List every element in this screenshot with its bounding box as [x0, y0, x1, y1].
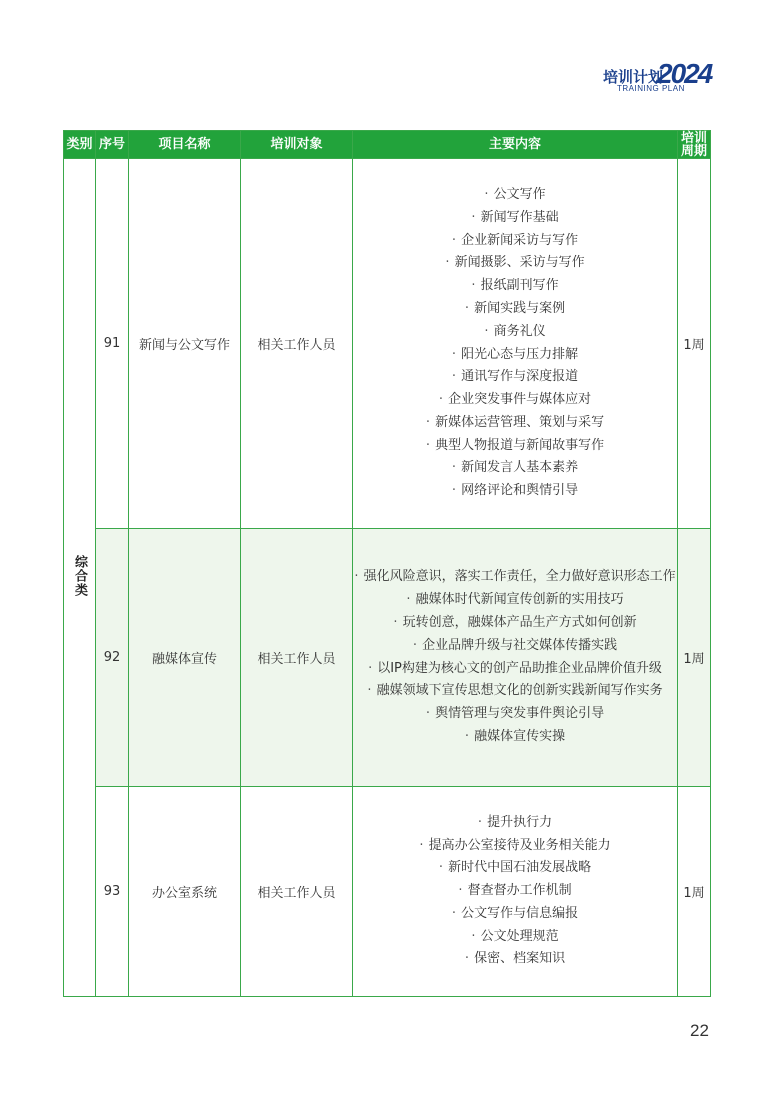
- content-item: [353, 857, 677, 880]
- bullet-dot: ·: [445, 255, 450, 271]
- bullet-dot: ·: [425, 706, 431, 722]
- bullet-dot: ·: [477, 814, 483, 830]
- content-item-text: 公文写作: [493, 186, 546, 202]
- header-category: 类别: [64, 131, 96, 159]
- content-item-text: 督查督办工作机制: [467, 883, 572, 899]
- bullet-dot: ·: [393, 614, 398, 630]
- row-no: 92: [96, 529, 129, 787]
- content-item: [353, 835, 677, 858]
- bullet-dot: ·: [412, 637, 418, 653]
- content-item: [353, 589, 677, 612]
- bullet-dot: ·: [438, 860, 444, 876]
- row-target: 相关工作人员: [241, 529, 353, 787]
- content-item: [353, 298, 677, 321]
- content-item: [353, 207, 677, 230]
- bullet-dot: ·: [471, 209, 476, 225]
- row-name: 融媒体宣传: [129, 529, 241, 787]
- content-item-text: 融媒体时代新闻宣传创新的实用技巧: [415, 592, 624, 608]
- content-item-text: 公文处理规范: [480, 928, 559, 944]
- content-item: [353, 726, 677, 749]
- bullet-dot: ·: [354, 569, 359, 585]
- training-plan-logo: [603, 60, 713, 96]
- header-content: 主要内容: [353, 131, 678, 159]
- content-item: [353, 252, 677, 275]
- content-item: [353, 566, 677, 589]
- content-item-text: 通讯写作与深度报道: [461, 369, 579, 385]
- content-item: [353, 880, 677, 903]
- bullet-dot: ·: [419, 837, 424, 853]
- bullet-dot: ·: [471, 278, 476, 294]
- content-item-text: 以IP构建为核心文的创产品助推企业品牌价值升级: [377, 660, 662, 676]
- bullet-dot: ·: [464, 728, 470, 744]
- content-item: [353, 457, 677, 480]
- content-list: [353, 566, 677, 748]
- bullet-dot: ·: [464, 300, 470, 316]
- table-row: [64, 787, 711, 997]
- content-item: [353, 412, 677, 435]
- row-period: 1周: [678, 529, 711, 787]
- bullet-dot: ·: [451, 483, 457, 499]
- bullet-dot: ·: [451, 460, 457, 476]
- bullet-dot: ·: [451, 369, 457, 385]
- content-item-text: 融媒体宣传实操: [474, 728, 566, 744]
- content-item-text: 提升执行力: [487, 814, 553, 830]
- bullet-dot: ·: [451, 905, 457, 921]
- content-item-text: 新媒体运营管理、策划与采写: [435, 414, 605, 430]
- content-item-text: 新时代中国石油发展战略: [448, 860, 592, 876]
- logo-year: 2024: [657, 58, 712, 89]
- bullet-dot: ·: [425, 437, 431, 453]
- content-list: [353, 184, 677, 503]
- content-item: [353, 230, 677, 253]
- content-item-text: 强化风险意识，落实工作责任，全力做好意识形态工作: [363, 569, 676, 585]
- header-period: 培训周期: [678, 131, 711, 159]
- content-item: [353, 703, 677, 726]
- content-item: [353, 435, 677, 458]
- row-content: [353, 529, 678, 787]
- logo-title-cn: 培训计划: [603, 68, 664, 86]
- bullet-dot: ·: [484, 323, 489, 339]
- bullet-dot: ·: [368, 660, 373, 676]
- content-item-text: 玩转创意，融媒体产品生产方式如何创新: [402, 614, 637, 630]
- row-target: 相关工作人员: [241, 787, 353, 997]
- content-item: [353, 680, 677, 703]
- content-item-text: 典型人物报道与新闻故事写作: [435, 437, 605, 453]
- row-target: 相关工作人员: [241, 159, 353, 529]
- content-item: [353, 812, 677, 835]
- bullet-dot: ·: [451, 346, 457, 362]
- table-row: [64, 159, 711, 529]
- header-name: 项目名称: [129, 131, 241, 159]
- category-cell: [64, 159, 96, 997]
- content-item: [353, 612, 677, 635]
- content-item: [353, 184, 677, 207]
- content-item: [353, 480, 677, 503]
- content-item-text: 舆情管理与突发事件舆论引导: [435, 706, 605, 722]
- content-item-text: 企业品牌升级与社交媒体传播实践: [422, 637, 618, 653]
- content-item: [353, 948, 677, 971]
- content-item-text: 新闻写作基础: [480, 209, 559, 225]
- content-item-text: 新闻发言人基本素养: [461, 460, 579, 476]
- category-label: 综合类: [72, 554, 87, 597]
- bullet-dot: ·: [471, 928, 476, 944]
- page-number: 22: [690, 1021, 709, 1040]
- content-item-text: 公文写作与信息编报: [461, 905, 579, 921]
- row-period: 1周: [678, 159, 711, 529]
- content-item-text: 网络评论和舆情引导: [461, 483, 579, 499]
- content-item-text: 提高办公室接待及业务相关能力: [428, 837, 611, 853]
- content-item: [353, 635, 677, 658]
- content-item-text: 企业突发事件与媒体应对: [448, 392, 592, 408]
- content-list: [353, 812, 677, 972]
- row-content: [353, 787, 678, 997]
- row-period: 1周: [678, 787, 711, 997]
- content-item-text: 企业新闻采访与写作: [461, 232, 579, 248]
- content-item-text: 融媒领域下宣传思想文化的创新实践新闻写作实务: [376, 683, 663, 699]
- content-item-text: 商务礼仪: [493, 323, 546, 339]
- table-row: [64, 529, 711, 787]
- bullet-dot: ·: [406, 592, 411, 608]
- bullet-dot: ·: [484, 186, 489, 202]
- logo-title-en: TRAINING PLAN: [617, 84, 685, 93]
- content-item: [353, 658, 677, 681]
- training-plan-table: [63, 130, 711, 997]
- content-item: [353, 275, 677, 298]
- bullet-dot: ·: [458, 883, 463, 899]
- content-item: [353, 321, 677, 344]
- bullet-dot: ·: [451, 232, 457, 248]
- content-item: [353, 344, 677, 367]
- content-item: [353, 389, 677, 412]
- row-no: 93: [96, 787, 129, 997]
- content-item: [353, 926, 677, 949]
- header-no: 序号: [96, 131, 129, 159]
- content-item-text: 保密、档案知识: [474, 951, 566, 967]
- bullet-dot: ·: [425, 414, 431, 430]
- bullet-dot: ·: [367, 683, 372, 699]
- content-item: [353, 903, 677, 926]
- content-item-text: 阳光心态与压力排解: [461, 346, 579, 362]
- bullet-dot: ·: [438, 392, 444, 408]
- bullet-dot: ·: [464, 951, 470, 967]
- table-header-row: [64, 131, 711, 159]
- content-item-text: 新闻实践与案例: [474, 300, 566, 316]
- row-name: 办公室系统: [129, 787, 241, 997]
- row-no: 91: [96, 159, 129, 529]
- content-item: [353, 366, 677, 389]
- header-target: 培训对象: [241, 131, 353, 159]
- content-item-text: 新闻摄影、采访与写作: [454, 255, 585, 271]
- content-item-text: 报纸副刊写作: [480, 278, 559, 294]
- row-content: [353, 159, 678, 529]
- row-name: 新闻与公文写作: [129, 159, 241, 529]
